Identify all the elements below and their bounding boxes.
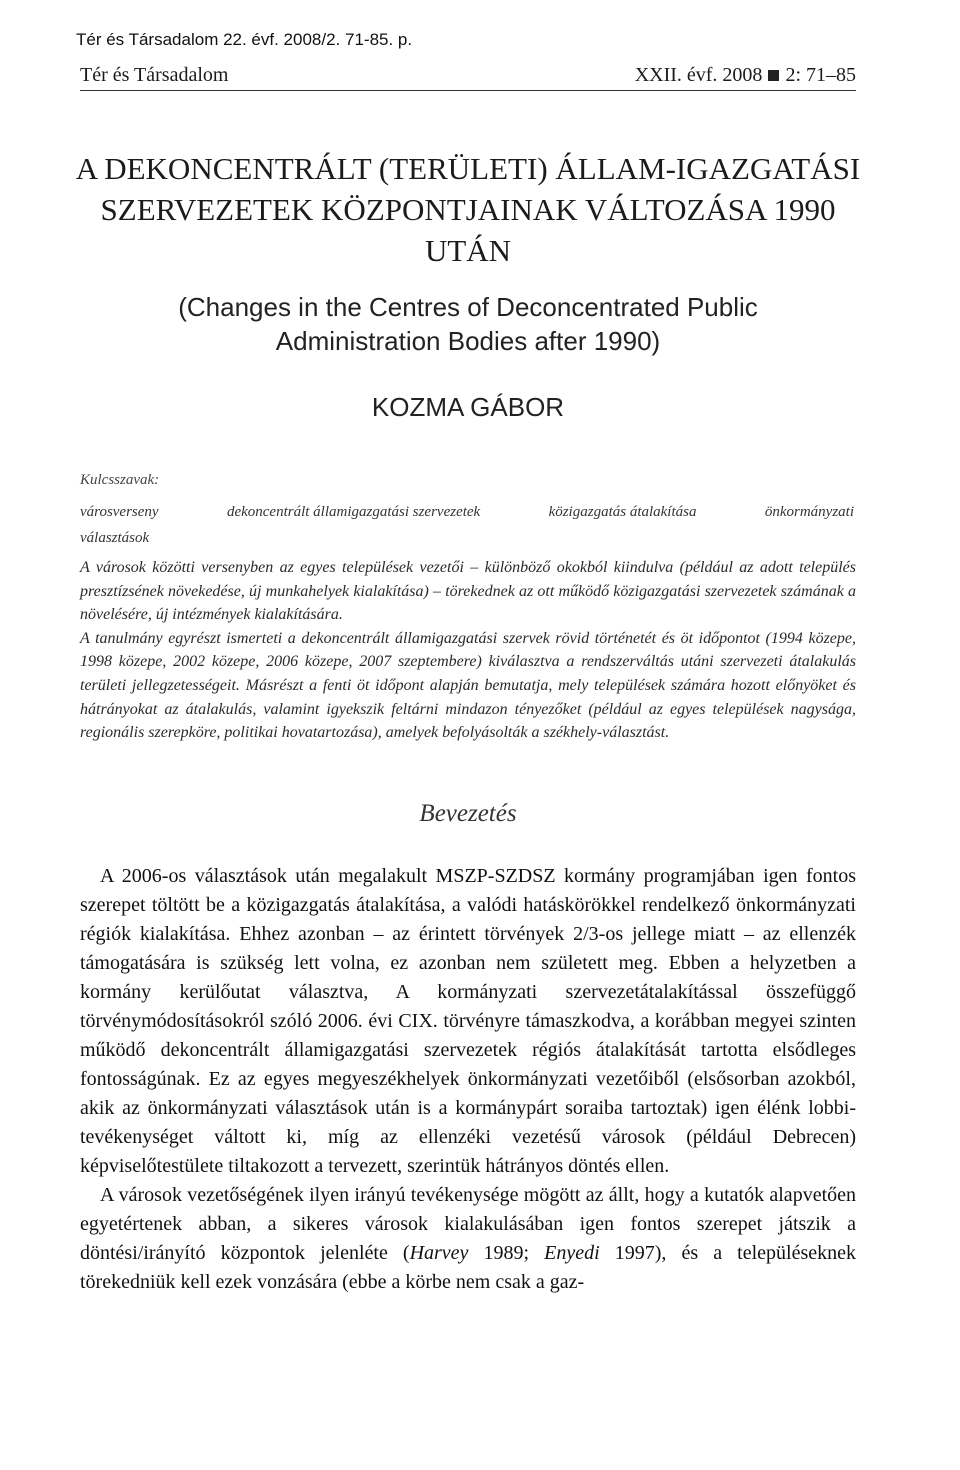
keywords-label: Kulcsszavak: [80,472,160,488]
abstract-paragraph: A tanulmány egyrészt ismerteti a dekoncentrált államigazgatási szervek rövid történetét és öt időpontot (1994 közepe, 1998 közepe, 2002 közepe, 2006 közepe, 2007 szeptembere) kiválasztva a rendszerváltás utáni szervezeti átalakulás területi jellegzetességeit. Másrészt a fenti öt időpont alapján bemutatja, mely települések számára hozott előnyöket és hátrányokat az átalakulás, valamint igyekszik feltárni mindazon tényezőket (például az egyes települések nagysága, regionális szerepköre, politikai hovatartozása), amelyek befolyásolták a székhely-választást. [80,629,856,742]
keyword: közigazgatás átalakítása [548,504,697,520]
body-paragraph: A 2006-os választások után megalakult MSZP-SZDSZ kormány programjában igen fontos szerepet töltött be a közigazgatás átalakítása, a valódi hatáskörökkel rendelkező önkormányzati régiók kialakítása. Ehhez azonban – az érintett törvények 2/3-os jellege miatt – az ellenzék támogatására is szükség lett volna, ez azonban nem született meg. Ebben a helyzetben a kormány kerülőutat választva, A kormányzati szervezetátalakítással összefüggő törvénymódosításokról szóló 2006. évi CIX. törvényre támaszkodva, a korábban megyei szinten működő dekoncentrált államigazgatási szervezetek régiós átalakítását tartotta elsődleges fontosságúnak. Ez az egyes megyeszékhelyek önkormányzati vezetőiből (elsősorban azokból, akik az önkormányzati választások után is a kormánypárt soraiba tartoztak) igen élénk lobbi-tevékenységet váltott ki, míg az ellenzéki vezetésű városok (például Debrecen) képviselőtestülete tiltakozott a tervezett, szerintük hátrányos döntés ellen. [80,865,856,1177]
abstract [80,556,856,745]
body-text-span: A városok vezetőségének ilyen irányú tevékenysége mögött az állt, hogy a kutatók alapvetően egyetértenek abban, a sikeres városok kialakulásában igen fontos szerepet játszik a döntési/irányító központok jelenléte ( [80,1184,856,1264]
body-text [80,862,856,1297]
journal-name: Tér és Társadalom [80,64,229,86]
square-bullet-icon [768,70,779,81]
body-paragraph [80,1181,856,1297]
issue-volume: XXII. évf. 2008 [634,64,763,86]
citation-note: Tér és Társadalom 22. évf. 2008/2. 71-85. p. [76,30,413,49]
keywords-row [80,504,854,521]
abstract-paragraph: A városok közötti versenyben az egyes települések vezetői – különböző okokból kiindulva (például az adott település presztízsének növekedése, új munkahelyek kialakítása) – törekednek az ott működő közigazgatási szervezetek számának a növelésére, új intézmények kialakítására. [80,559,856,624]
citation-author: Enyedi [544,1242,600,1264]
running-header [80,64,856,91]
keyword: választások [80,530,150,546]
keyword: városverseny [80,504,159,520]
issue-pages: 2: 71–85 [785,64,856,86]
citation-author: Harvey [409,1242,469,1264]
keyword: dekoncentrált államigazgatási szervezetek [226,504,481,520]
issue-info [635,64,856,87]
body-text-span: 1997), és a településeknek törekedniük kell ezek vonzására (ebbe a körbe nem csak a gaz- [80,1242,856,1293]
body-text-span: 1989; [468,1242,545,1264]
author-name: KOZMA GÁBOR [371,392,565,422]
keyword: önkormányzati [764,504,854,520]
section-heading: Bevezetés [419,800,517,827]
article-subtitle: (Changes in the Centres of Deconcentrated Public Administration Bodies after 1990) [178,292,758,356]
article-title: A DEKONCENTRÁLT (TERÜLETI) ÁLLAM-IGAZGATÁSI SZERVEZETEK KÖZPONTJAINAK VÁLTOZÁSA 1990 UTÁN [75,151,861,268]
